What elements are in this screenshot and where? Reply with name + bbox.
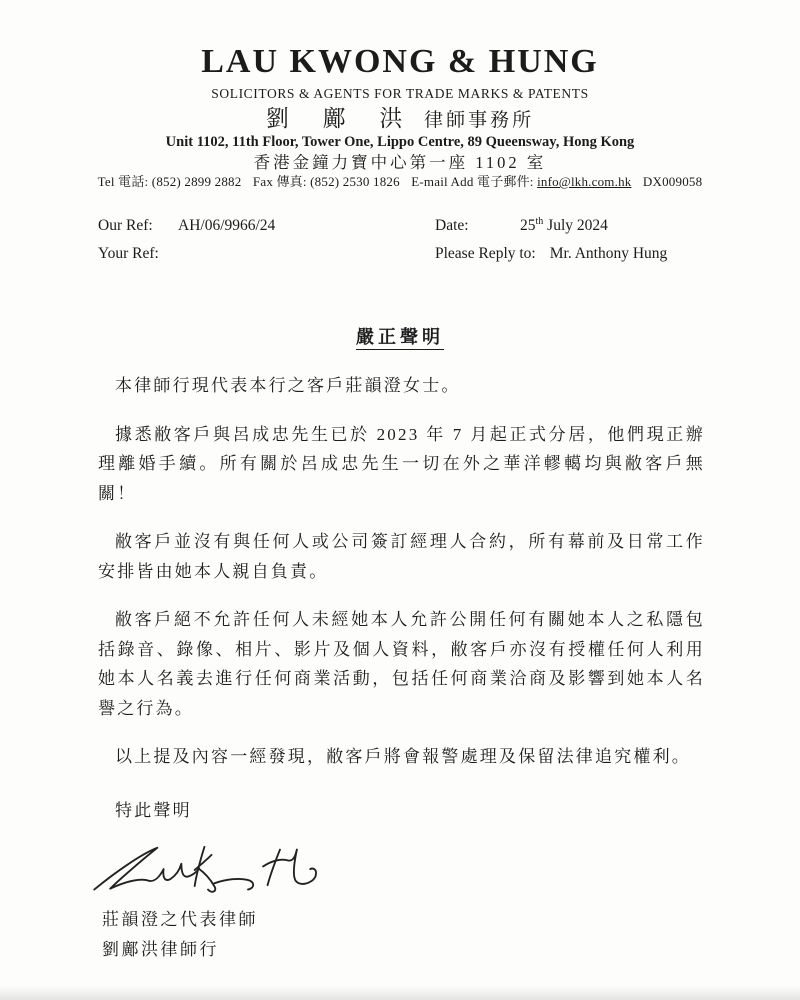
address-english: Unit 1102, 11th Floor, Tower One, Lippo Centre, 89 Queensway, Hong Kong	[165, 134, 635, 151]
firm-name-chinese-suffix: 律師事務所	[424, 110, 535, 132]
firm-name-chinese-main: 劉 鄺 洪	[265, 106, 417, 132]
reply-to-label: Please Reply to:	[435, 245, 536, 263]
paragraph-2: 據悉敝客戶與呂成忠先生已於 2023 年 7 月起正式分居，他們現正辦理離婚手續。所有關於呂成忠先生一切在外之華洋轇轕均與敝客戶無關！	[98, 424, 705, 503]
dx-number: DX009058	[642, 174, 703, 190]
email-label: E-mail Add 電子郵件:	[411, 174, 534, 190]
closing-phrase: 特此聲明	[115, 800, 192, 820]
date-ordinal: th	[535, 216, 544, 228]
date-label: Date:	[435, 217, 469, 235]
reference-row-1	[98, 217, 702, 235]
address-chinese: 香港金鐘力寶中心第一座 1102 室	[253, 152, 547, 172]
paragraph-4: 敝客戶絕不允許任何人未經她本人允許公開任何有關她本人之私隱包括錄音、錄像、相片、影片及個人資料，敝客戶亦沒有授權任何人利用她本人名義去進行任何商業活動，包括任何商業洽商及影響到她本人名譽之行為。	[98, 610, 705, 718]
letter-body	[98, 371, 705, 825]
signatory-role: 莊韻澄之代表律師	[102, 910, 258, 930]
reply-to-value: Mr. Anthony Hung	[549, 245, 668, 263]
contact-line	[0, 174, 800, 189]
paragraph-5: 以上提及內容一經發現，敝客戶將會報警處理及保留法律追究權利。	[115, 747, 691, 767]
our-ref-value: AH/06/9966/24	[178, 217, 276, 235]
firm-name-english: LAU KWONG & HUNG	[201, 43, 599, 80]
paragraph-1: 本律師行現代表本行之客戶莊韻澄女士。	[115, 376, 461, 396]
statement-title: 嚴正聲明	[0, 323, 800, 349]
signatory-firm: 劉鄺洪律師行	[102, 940, 219, 960]
email-address: info@lkh.com.hk	[537, 174, 632, 190]
telephone-number: Tel 電話: (852) 2899 2882	[97, 174, 242, 190]
fax-number: Fax 傳真: (852) 2530 1826	[252, 174, 400, 190]
firm-subtitle: SOLICITORS & AGENTS FOR TRADE MARKS & PATENTS	[211, 86, 589, 102]
signature-names	[102, 905, 800, 965]
date-value: 25th July 2024	[520, 216, 608, 235]
letterhead	[0, 0, 800, 189]
paragraph-3: 敝客戶並沒有與任何人或公司簽訂經理人合約，所有幕前及日常工作安排皆由她本人親自負責。	[98, 532, 705, 581]
handwritten-signature-icon	[88, 839, 328, 901]
firm-name-chinese	[0, 105, 800, 132]
reference-block	[98, 217, 702, 263]
your-ref-label: Your Ref:	[98, 245, 159, 263]
signature-area	[88, 839, 800, 965]
our-ref-label: Our Ref:	[98, 217, 153, 235]
reference-row-2	[98, 245, 702, 263]
scan-edge-shadow	[0, 986, 800, 1000]
